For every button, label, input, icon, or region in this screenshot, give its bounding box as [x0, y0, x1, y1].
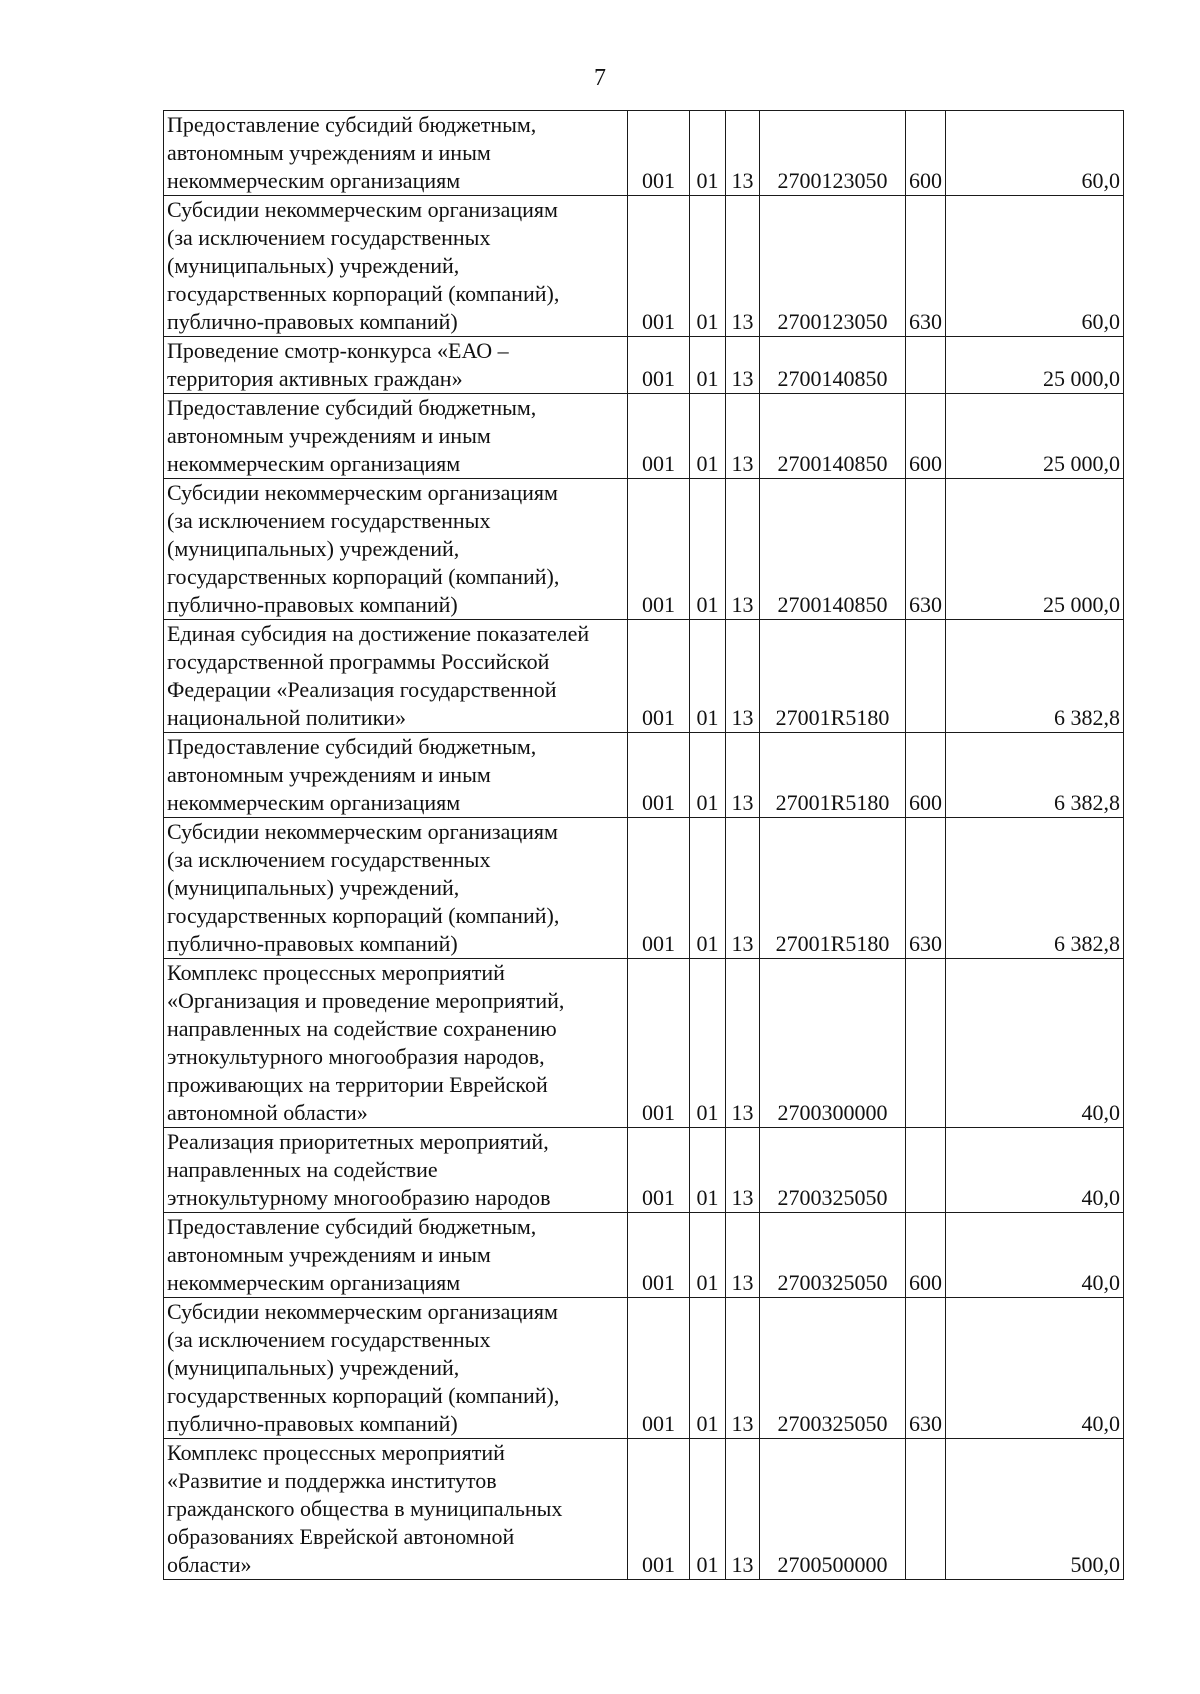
- item-name-line: Комплекс процессных мероприятий: [167, 1440, 505, 1465]
- target-article-cell: 2700325050: [760, 1298, 906, 1439]
- item-name-line: Субсидии некоммерческим организациям: [167, 1299, 558, 1324]
- item-name-cell: [164, 111, 628, 196]
- target-article-cell: 2700300000: [760, 959, 906, 1128]
- target-article-cell: 2700123050: [760, 111, 906, 196]
- item-name-cell: [164, 620, 628, 733]
- item-name-cell: [164, 196, 628, 337]
- amount-cell: 40,0: [946, 1213, 1124, 1298]
- item-name-line: государственных корпораций (компаний),: [167, 1383, 560, 1408]
- item-name-line: проживающих на территории Еврейской: [167, 1072, 548, 1097]
- item-name-cell: [164, 1298, 628, 1439]
- item-name-line: некоммерческим организациям: [167, 790, 461, 815]
- subsection-code-cell: 13: [726, 1128, 760, 1213]
- ved-code-cell: 001: [628, 620, 690, 733]
- expense-type-cell: [906, 1128, 946, 1213]
- table-row: [164, 733, 1124, 818]
- item-name-cell: [164, 818, 628, 959]
- ved-code-cell: 001: [628, 111, 690, 196]
- expense-type-cell: 630: [906, 479, 946, 620]
- item-name-line: Проведение смотр-конкурса «ЕАО –: [167, 338, 509, 363]
- item-name-line: этнокультурного многообразия народов,: [167, 1044, 545, 1069]
- item-name-cell: [164, 479, 628, 620]
- subsection-code-cell: 13: [726, 1298, 760, 1439]
- subsection-code-cell: 13: [726, 1213, 760, 1298]
- amount-cell: 40,0: [946, 1298, 1124, 1439]
- expense-type-cell: 600: [906, 394, 946, 479]
- table-row: [164, 959, 1124, 1128]
- ved-code-cell: 001: [628, 337, 690, 394]
- page-number: 7: [594, 65, 606, 91]
- subsection-code-cell: 13: [726, 818, 760, 959]
- expense-type-cell: [906, 337, 946, 394]
- table-row: [164, 1298, 1124, 1439]
- item-name-line: Субсидии некоммерческим организациям: [167, 480, 558, 505]
- ved-code-cell: 001: [628, 818, 690, 959]
- expense-type-cell: [906, 1439, 946, 1580]
- section-code-cell: 01: [690, 733, 726, 818]
- item-name-line: некоммерческим организациям: [167, 1270, 461, 1295]
- item-name-cell: [164, 959, 628, 1128]
- item-name-line: этнокультурному многообразию народов: [167, 1185, 551, 1210]
- target-article-cell: 27001R5180: [760, 818, 906, 959]
- item-name-line: территория активных граждан»: [167, 366, 463, 391]
- item-name-line: области»: [167, 1552, 252, 1577]
- section-code-cell: 01: [690, 394, 726, 479]
- item-name-line: Федерации «Реализация государственной: [167, 677, 557, 702]
- item-name-line: Предоставление субсидий бюджетным,: [167, 1214, 537, 1239]
- amount-cell: 40,0: [946, 1128, 1124, 1213]
- subsection-code-cell: 13: [726, 959, 760, 1128]
- amount-cell: 6 382,8: [946, 733, 1124, 818]
- section-code-cell: 01: [690, 337, 726, 394]
- ved-code-cell: 001: [628, 1298, 690, 1439]
- section-code-cell: 01: [690, 959, 726, 1128]
- section-code-cell: 01: [690, 620, 726, 733]
- table-row: [164, 394, 1124, 479]
- expense-type-cell: [906, 959, 946, 1128]
- item-name-cell: [164, 1128, 628, 1213]
- subsection-code-cell: 13: [726, 1439, 760, 1580]
- section-code-cell: 01: [690, 1128, 726, 1213]
- target-article-cell: 27001R5180: [760, 733, 906, 818]
- section-code-cell: 01: [690, 479, 726, 620]
- subsection-code-cell: 13: [726, 196, 760, 337]
- item-name-line: национальной политики»: [167, 705, 406, 730]
- expense-type-cell: 630: [906, 196, 946, 337]
- target-article-cell: 2700325050: [760, 1128, 906, 1213]
- ved-code-cell: 001: [628, 959, 690, 1128]
- item-name-line: некоммерческим организациям: [167, 451, 461, 476]
- section-code-cell: 01: [690, 1213, 726, 1298]
- item-name-line: (муниципальных) учреждений,: [167, 1355, 460, 1380]
- item-name-line: некоммерческим организациям: [167, 168, 461, 193]
- section-code-cell: 01: [690, 818, 726, 959]
- target-article-cell: 2700325050: [760, 1213, 906, 1298]
- ved-code-cell: 001: [628, 1128, 690, 1213]
- item-name-line: направленных на содействие: [167, 1157, 438, 1182]
- ved-code-cell: 001: [628, 733, 690, 818]
- subsection-code-cell: 13: [726, 620, 760, 733]
- item-name-cell: [164, 1439, 628, 1580]
- table-row: [164, 337, 1124, 394]
- table-row: [164, 1213, 1124, 1298]
- ved-code-cell: 001: [628, 479, 690, 620]
- item-name-line: Предоставление субсидий бюджетным,: [167, 395, 537, 420]
- subsection-code-cell: 13: [726, 394, 760, 479]
- table-row: [164, 620, 1124, 733]
- ved-code-cell: 001: [628, 1213, 690, 1298]
- amount-cell: 25 000,0: [946, 337, 1124, 394]
- amount-cell: 6 382,8: [946, 818, 1124, 959]
- target-article-cell: 27001R5180: [760, 620, 906, 733]
- subsection-code-cell: 13: [726, 479, 760, 620]
- table-row: [164, 196, 1124, 337]
- section-code-cell: 01: [690, 1439, 726, 1580]
- budget-table: [163, 110, 1124, 1580]
- item-name-line: Субсидии некоммерческим организациям: [167, 197, 558, 222]
- ved-code-cell: 001: [628, 1439, 690, 1580]
- item-name-line: «Развитие и поддержка институтов: [167, 1468, 497, 1493]
- item-name-line: публично-правовых компаний): [167, 1411, 458, 1436]
- item-name-line: Реализация приоритетных мероприятий,: [167, 1129, 549, 1154]
- amount-cell: 40,0: [946, 959, 1124, 1128]
- item-name-cell: [164, 1213, 628, 1298]
- item-name-line: (за исключением государственных: [167, 225, 491, 250]
- item-name-line: государственных корпораций (компаний),: [167, 281, 560, 306]
- item-name-line: (за исключением государственных: [167, 508, 491, 533]
- item-name-line: государственных корпораций (компаний),: [167, 903, 560, 928]
- item-name-line: (за исключением государственных: [167, 1327, 491, 1352]
- item-name-line: (муниципальных) учреждений,: [167, 536, 460, 561]
- subsection-code-cell: 13: [726, 733, 760, 818]
- amount-cell: 25 000,0: [946, 479, 1124, 620]
- subsection-code-cell: 13: [726, 337, 760, 394]
- item-name-line: образованиях Еврейской автономной: [167, 1524, 515, 1549]
- amount-cell: 500,0: [946, 1439, 1124, 1580]
- item-name-line: (муниципальных) учреждений,: [167, 253, 460, 278]
- expense-type-cell: 630: [906, 818, 946, 959]
- item-name-line: автономным учреждениям и иным: [167, 423, 491, 448]
- target-article-cell: 2700140850: [760, 479, 906, 620]
- expense-type-cell: [906, 620, 946, 733]
- target-article-cell: 2700500000: [760, 1439, 906, 1580]
- target-article-cell: 2700123050: [760, 196, 906, 337]
- amount-cell: 25 000,0: [946, 394, 1124, 479]
- amount-cell: 6 382,8: [946, 620, 1124, 733]
- item-name-line: Комплекс процессных мероприятий: [167, 960, 505, 985]
- amount-cell: 60,0: [946, 111, 1124, 196]
- target-article-cell: 2700140850: [760, 337, 906, 394]
- item-name-line: публично-правовых компаний): [167, 931, 458, 956]
- item-name-cell: [164, 337, 628, 394]
- ved-code-cell: 001: [628, 394, 690, 479]
- section-code-cell: 01: [690, 196, 726, 337]
- expense-type-cell: 600: [906, 1213, 946, 1298]
- item-name-line: Предоставление субсидий бюджетным,: [167, 734, 537, 759]
- item-name-line: публично-правовых компаний): [167, 309, 458, 334]
- item-name-line: Единая субсидия на достижение показателей: [167, 621, 590, 646]
- item-name-line: Предоставление субсидий бюджетным,: [167, 112, 537, 137]
- item-name-line: Субсидии некоммерческим организациям: [167, 819, 558, 844]
- item-name-line: автономной области»: [167, 1100, 368, 1125]
- subsection-code-cell: 13: [726, 111, 760, 196]
- item-name-line: автономным учреждениям и иным: [167, 762, 491, 787]
- expense-type-cell: 630: [906, 1298, 946, 1439]
- budget-table-body: [164, 111, 1124, 1580]
- item-name-line: «Организация и проведение мероприятий,: [167, 988, 565, 1013]
- item-name-line: публично-правовых компаний): [167, 592, 458, 617]
- section-code-cell: 01: [690, 111, 726, 196]
- section-code-cell: 01: [690, 1298, 726, 1439]
- ved-code-cell: 001: [628, 196, 690, 337]
- item-name-cell: [164, 394, 628, 479]
- item-name-line: государственных корпораций (компаний),: [167, 564, 560, 589]
- expense-type-cell: 600: [906, 733, 946, 818]
- target-article-cell: 2700140850: [760, 394, 906, 479]
- item-name-line: (за исключением государственных: [167, 847, 491, 872]
- item-name-line: направленных на содействие сохранению: [167, 1016, 557, 1041]
- item-name-line: (муниципальных) учреждений,: [167, 875, 460, 900]
- amount-cell: 60,0: [946, 196, 1124, 337]
- table-row: [164, 818, 1124, 959]
- table-row: [164, 111, 1124, 196]
- expense-type-cell: 600: [906, 111, 946, 196]
- item-name-cell: [164, 733, 628, 818]
- table-row: [164, 479, 1124, 620]
- table-row: [164, 1128, 1124, 1213]
- item-name-line: автономным учреждениям и иным: [167, 140, 491, 165]
- table-row: [164, 1439, 1124, 1580]
- item-name-line: автономным учреждениям и иным: [167, 1242, 491, 1267]
- item-name-line: государственной программы Российской: [167, 649, 550, 674]
- item-name-line: гражданского общества в муниципальных: [167, 1496, 563, 1521]
